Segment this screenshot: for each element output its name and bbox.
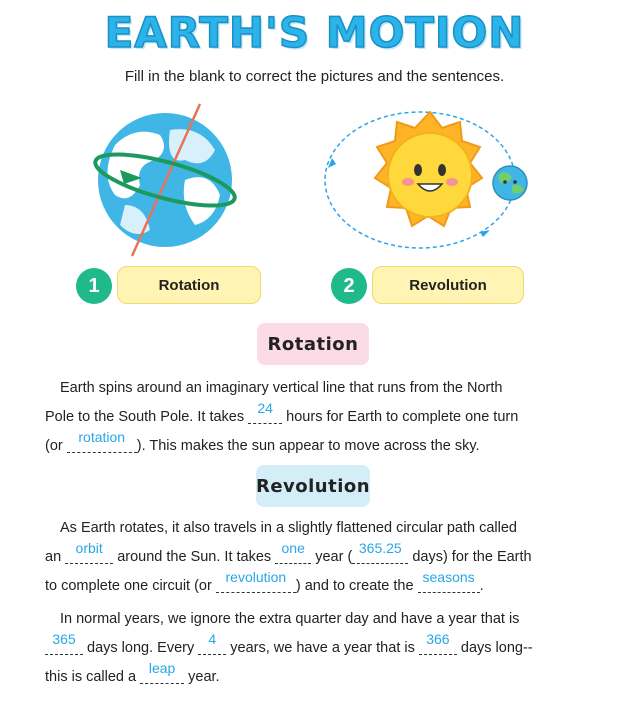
text: around the Sun. It takes (113, 549, 276, 565)
text: year. (184, 669, 220, 685)
illustrations (0, 95, 629, 265)
rotation-paragraph (45, 374, 605, 461)
rotation-heading: Rotation (257, 323, 369, 365)
text: ) and to create the (295, 578, 418, 594)
blank-days: 365.25 (352, 547, 408, 564)
text: to complete one circuit (or (45, 578, 216, 594)
text: (or (45, 438, 67, 454)
blank-revolution: revolution (216, 576, 296, 593)
blank-4: 4 (198, 638, 226, 655)
text: days long-- (456, 640, 533, 656)
text: year ( (311, 549, 353, 565)
text: As Earth rotates, it also travels in a slightly flattened circular path called (60, 520, 517, 536)
text: days long. Every (83, 640, 199, 656)
text: hours for Earth to complete one turn (282, 409, 519, 425)
revolution-heading: Revolution (256, 465, 370, 507)
blank-leap: leap (140, 667, 184, 684)
text: . (479, 578, 484, 594)
revolution-paragraph-1 (45, 514, 605, 601)
blank-rotation: rotation (67, 436, 137, 453)
blank-one: one (275, 547, 311, 564)
page-title: EARTH'S MOTION (104, 8, 525, 57)
picture-answer-2: Revolution (372, 266, 524, 304)
instructions: Fill in the blank to correct the pictures and the sentences. (124, 68, 505, 85)
blank-orbit: orbit (65, 547, 113, 564)
text: this is called a (45, 669, 141, 685)
blank-hours: 24 (248, 407, 282, 424)
text: Pole to the South Pole. It takes (45, 409, 249, 425)
blank-seasons: seasons (418, 576, 480, 593)
picture-number-1: 1 (76, 268, 112, 304)
small-earth-icon (493, 166, 527, 200)
text: days) for the Earth (408, 549, 532, 565)
text: Earth spins around an imaginary vertical line that runs from the North (60, 380, 503, 396)
blank-366: 366 (419, 638, 457, 655)
text: an (45, 549, 66, 565)
text: ). This makes the sun appear to move across the sky. (136, 438, 480, 454)
revolution-paragraph-2 (45, 605, 605, 692)
picture-answer-1: Rotation (117, 266, 261, 304)
text: In normal years, we ignore the extra quarter day and have a year that is (60, 611, 520, 627)
blank-365: 365 (45, 638, 83, 655)
text: years, we have a year that is (226, 640, 419, 656)
picture-number-2: 2 (331, 268, 367, 304)
sun-icon (375, 112, 482, 226)
earth-rotation-icon (91, 104, 239, 256)
